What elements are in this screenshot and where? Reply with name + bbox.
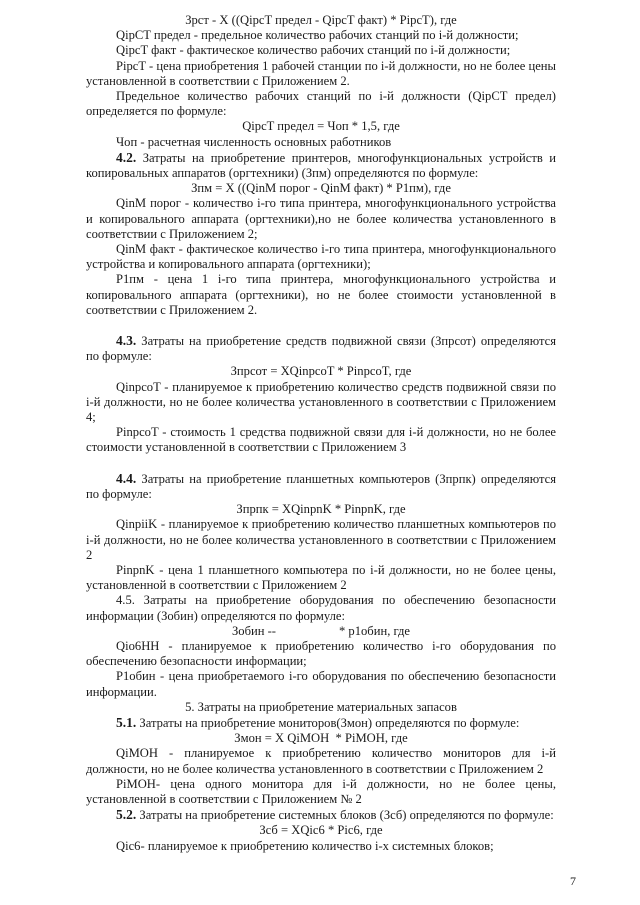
paragraph [86,746,556,776]
paragraph-text: Зпм = X ((QinM порог - QinM факт) * P1пм), где [191,181,451,196]
paragraph-text: Р1обин - цена приобретаемого i-го оборудования по обеспечению безопасности информации. [86,669,556,699]
paragraph [86,839,556,854]
paragraph [86,471,556,502]
formula-line [86,13,556,28]
section-number: 5.1. [116,714,137,730]
formula-line [86,119,556,134]
paragraph-text: Зрст - Х ((QipcT предел - QipcТ факт) * PipcТ), где [185,13,457,27]
paragraph-text: PipcT - цена приобретения 1 рабочей станции по i-й должности, но не более цены установленной в соответствии с Приложением 2. [86,58,556,88]
section-number: 5.2. [116,807,137,823]
paragraph-text: Qio6HH - планируемое к приобретению количество i-го оборудования по обеспечению безопасности информации; [86,638,556,669]
paragraph-text: QinM порог - количество i-го типа принтера, многофункционального устройства и копировального аппарата (оргтехники),но не более количества установленного в соответствии с Приложением 2; [86,196,556,241]
paragraph-text: 4.5. Затраты на приобретение оборудования по обеспечению безопасности информации (Зобин) определяются по формуле: [86,593,556,623]
formula-line [86,731,556,746]
paragraph [86,43,556,58]
paragraph-text: Зсб = XQic6 * Pic6, где [259,823,383,838]
paragraph [86,28,556,43]
paragraph [86,150,556,181]
paragraph [86,639,556,669]
paragraph-text: QinpiiK - планируемое к приобретению количество планшетных компьютеров по i-й должности, но не более количества установленного в соответствии с Приложением 2 [86,517,556,562]
paragraph [86,669,556,699]
formula-line [86,364,556,379]
paragraph-text: QipCT предел - предельное количество рабочих станций по i-й должности; [116,28,519,43]
paragraph-text: Зпрсот = XQinpcoT * PinpcoT, где [230,364,412,379]
section-number: 4.2. [116,149,137,165]
paragraph-text: Затраты на приобретение средств подвижной связи (Зпрсот) определяются по формуле: [86,334,556,364]
paragraph-gap [86,318,556,333]
paragraph-text: Зпрпк = XQinpnK * PinpnK, где [236,502,406,517]
formula-line [86,181,556,196]
paragraph-text: Затраты на приобретение принтеров, многофункциональных устройств и копировальных аппаратов (оргтехники) (Зпм) определяются по формуле: [86,150,556,181]
paragraph [86,777,556,807]
paragraph [86,563,556,593]
section-number: 4.4. [116,470,137,486]
formula-line [86,700,556,715]
paragraph-text: Затраты на приобретение системных блоков (Зсб) определяются по формуле: [139,808,554,823]
paragraph-text: QinpcoT - планируемое к приобретению количество средств подвижной связи по i-й должности, но не более количества установленного в соответствии с Приложением 4; [86,379,556,425]
paragraph [86,807,556,823]
paragraph-text: PiMOH- цена одного монитора для i-й должности, но не более цены, установленной в соответствии с Приложением № 2 [86,776,556,806]
section-number: 4.3. [116,333,137,349]
paragraph [86,517,556,563]
paragraph-text: Затраты на приобретение мониторов(Змон) определяются по формуле: [139,715,520,730]
paragraph [86,333,556,364]
document-body [86,13,556,854]
paragraph [86,715,556,731]
paragraph [86,59,556,89]
paragraph-text: QiMOH - планируемое к приобретению количество мониторов для i-й должности, но не более количества установленного в соответствии с Приложением 2 [86,746,556,776]
paragraph [86,593,556,623]
paragraph-text: Предельное количество рабочих станций по i-й должности (QipCT предел) определяется по формуле: [86,89,556,119]
paragraph [86,272,556,318]
paragraph-text: Затраты на приобретение планшетных компьютеров (Зпрпк) определяются по формуле: [86,471,556,501]
formula-line [86,823,556,838]
paragraph-text: Чоп - расчетная численность основных работников [116,134,392,149]
formula-line [86,502,556,517]
paragraph [86,242,556,272]
paragraph [86,135,556,150]
paragraph [86,380,556,426]
paragraph-text: Змон = X QiMOH * PiMOH, где [234,731,408,746]
paragraph-text: QipcT факт - фактическое количество рабочих станций по i-й должности; [116,43,511,58]
paragraph-gap [86,456,556,471]
paragraph-text: QipcT предел = Чоп * 1,5, где [242,119,400,134]
paragraph [86,196,556,242]
page-number: 7 [570,874,576,888]
paragraph-text: 5. Затраты на приобретение материальных запасов [185,699,457,714]
paragraph [86,89,556,119]
paragraph [86,425,556,455]
paragraph-text: Зобин -- * р1обин, где [231,623,411,638]
paragraph-text: PinpnK - цена 1 планшетного компьютера по i-й должности, но не более цены, установленной в соответствии с Приложением 2 [86,562,556,593]
formula-line [86,624,556,639]
paragraph-text: Р1пм - цена 1 i-го типа принтера, многофункционального устройства и копировального аппарата (оргтехники), но не более стоимости установленной в соответствии с Приложением 2. [86,272,556,317]
paragraph-text: Qic6- планируемое к приобретению количество i-х системных блоков; [116,838,494,853]
paragraph-text: PinpcoT - стоимость 1 средства подвижной связи для i-й должности, но не более стоимости установленной в соответствии с Приложением 3 [86,425,556,455]
paragraph-text: QinM факт - фактическое количество i-го типа принтера, многофункционального устройства и копировального аппарата (оргтехники); [86,242,556,272]
